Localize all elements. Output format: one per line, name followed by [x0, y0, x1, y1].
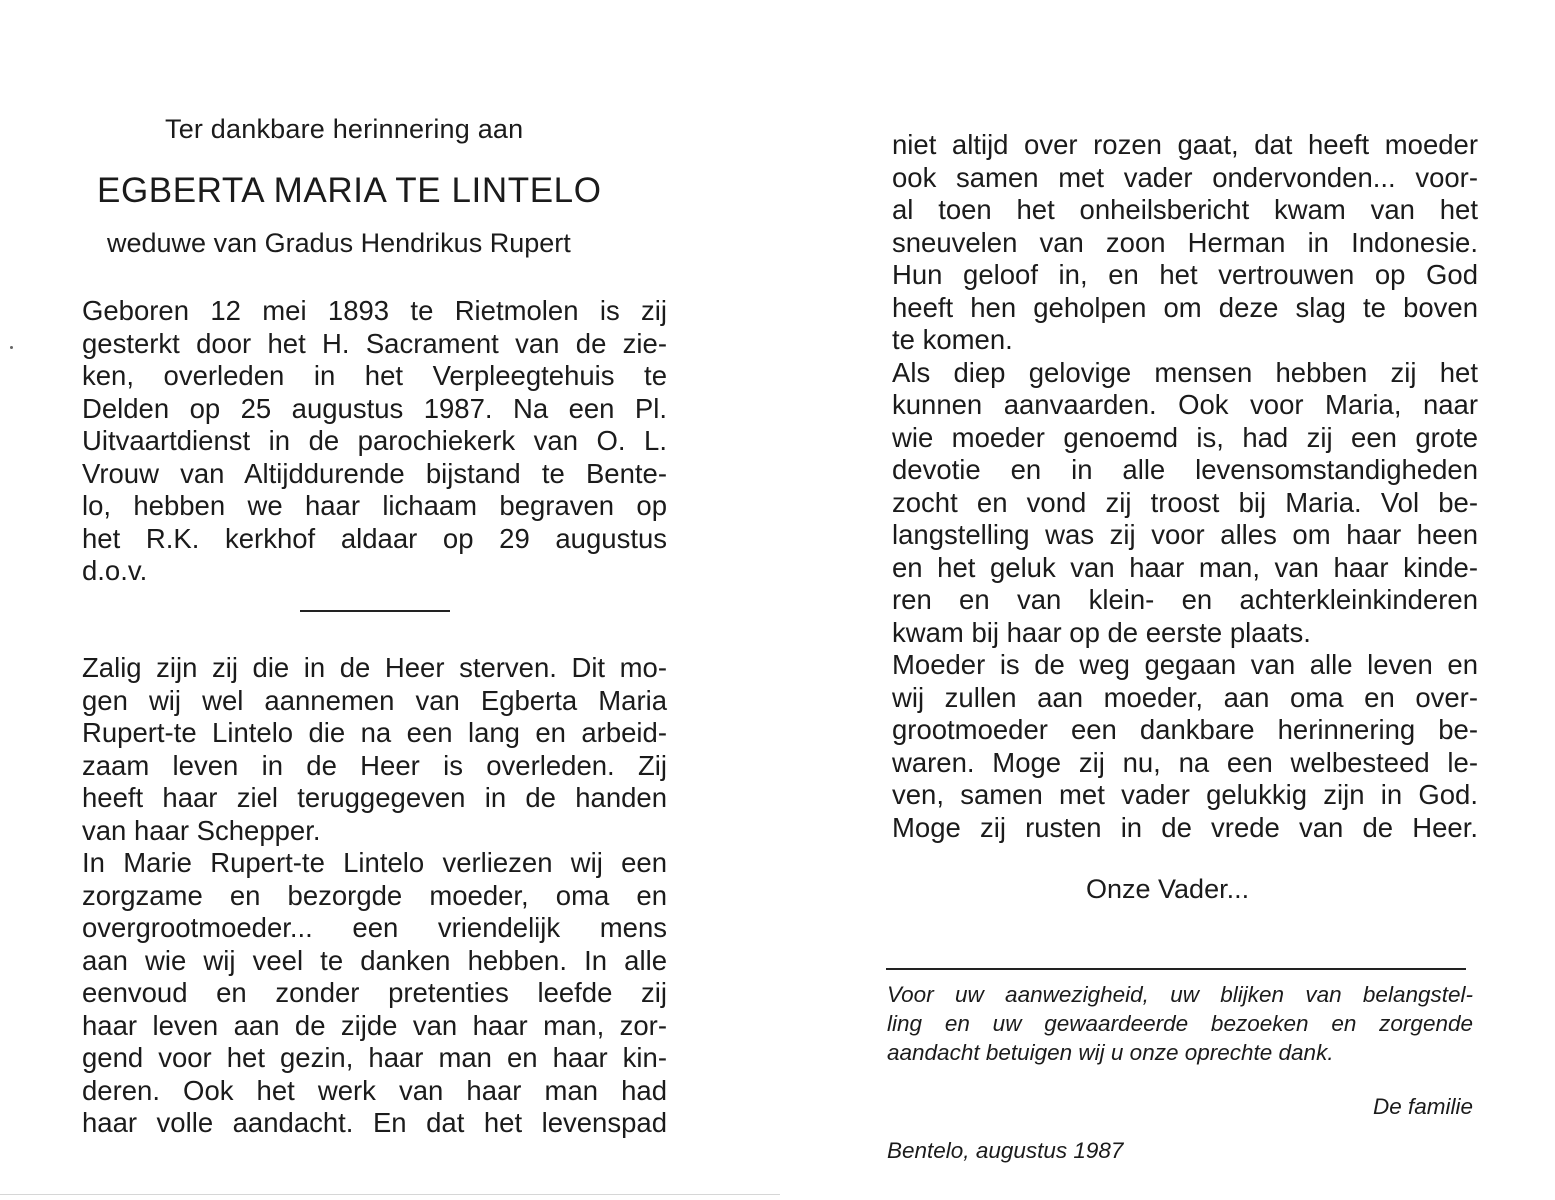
- continuation-line: ven, samen met vader gelukkig zijn in God.: [892, 779, 1478, 810]
- bio-line: Vrouw van Altijddurende bijstand te Bente-: [82, 457, 667, 489]
- thanks-line: ling en uw gewaardeerde bezoeken en zorgende: [887, 1011, 1473, 1036]
- prayer-line: Onze Vader...: [1086, 874, 1250, 904]
- continuation-line: al toen het onheilsbericht kwam van het: [892, 194, 1478, 225]
- bio-line: ken, overleden in het Verpleegtehuis te: [82, 360, 667, 391]
- continuation-line: ook samen met vader ondervonden... voor-: [892, 161, 1478, 193]
- tribute-line: zorgzame en bezorgde moeder, oma en: [82, 879, 667, 911]
- bio-line: gesterkt door het H. Sacrament van de zie-: [82, 327, 667, 359]
- tribute-line: zaam leven in de Heer is overleden. Zij: [82, 749, 667, 781]
- continuation-line: wij zullen aan moeder, aan oma en over-: [892, 681, 1478, 713]
- deceased-name: EGBERTA MARIA TE LINTELO: [97, 171, 602, 210]
- continuation-line: grootmoeder een dankbare herinnering be-: [892, 714, 1478, 745]
- continuation-line: en het geluk van haar man, van haar kinde-: [892, 551, 1478, 583]
- widow-of-line: weduwe van Gradus Hendrikus Rupert: [107, 228, 571, 258]
- continuation-line: waren. Moge zij nu, na een welbesteed le-: [892, 746, 1478, 778]
- tribute-line: gen wij wel aannemen van Egberta Maria: [82, 684, 667, 716]
- tribute-paragraph: [82, 652, 667, 1140]
- bio-line: Geboren 12 mei 1893 te Rietmolen is zij: [82, 295, 667, 326]
- tribute-line: Rupert-te Lintelo die na een lang en arbeid-: [82, 717, 667, 748]
- bio-line: d.o.v.: [82, 555, 148, 586]
- thanks-line: aandacht betuigen wij u onze oprechte dank.: [887, 1040, 1334, 1065]
- bio-line: het R.K. kerkhof aldaar op 29 augustus: [82, 522, 667, 554]
- tribute-line: deren. Ook het werk van haar man had: [82, 1074, 667, 1106]
- thanks-line: Voor uw aanwezigheid, uw blijken van belangstel-: [887, 982, 1473, 1007]
- bio-paragraph: [82, 295, 667, 588]
- continuation-line: sneuvelen van zoon Herman in Indonesie.: [892, 226, 1478, 258]
- continuation-line: devotie en in alle levensomstandigheden: [892, 454, 1478, 485]
- continuation-line: kwam bij haar op de eerste plaats.: [892, 616, 1311, 648]
- tribute-line: In Marie Rupert-te Lintelo verliezen wij een: [82, 847, 667, 878]
- continuation-line: Moge zij rusten in de vrede van de Heer.: [892, 811, 1478, 843]
- section-divider: [300, 610, 450, 612]
- continuation-line: kunnen aanvaarden. Ook voor Maria, naar: [892, 389, 1478, 420]
- continuation-line: heeft hen geholpen om deze slag te boven: [892, 291, 1478, 323]
- continuation-line: Hun geloof in, en het vertrouwen op God: [892, 259, 1478, 290]
- tribute-line: haar volle aandacht. En dat het levenspad: [82, 1107, 667, 1138]
- continuation-line: te komen.: [892, 324, 1013, 355]
- tribute-line: gend voor het gezin, haar man en haar kin-: [82, 1042, 667, 1073]
- intro-line: Ter dankbare herinnering aan: [165, 114, 524, 144]
- tribute-line: aan wie wij veel te danken hebben. In alle: [82, 944, 667, 976]
- continuation-line: Moeder is de weg gegaan van alle leven en: [892, 649, 1478, 680]
- thanks-paragraph: [887, 980, 1473, 1067]
- bio-line: Delden op 25 augustus 1987. Na een Pl.: [82, 392, 667, 424]
- family-signature: De familie: [1372, 1094, 1473, 1119]
- bio-line: Uitvaartdienst in de parochiekerk van O. L.: [82, 425, 667, 456]
- thanks-divider: [886, 968, 1466, 970]
- continuation-paragraph: [892, 129, 1478, 844]
- continuation-line: Als diep gelovige mensen hebben zij het: [892, 356, 1478, 388]
- continuation-line: ren en van klein- en achterkleinkinderen: [892, 584, 1478, 615]
- continuation-line: langstelling was zij voor alles om haar heen: [892, 519, 1478, 550]
- bio-line: lo, hebben we haar lichaam begraven op: [82, 490, 667, 521]
- tribute-line: eenvoud en zonder pretenties leefde zij: [82, 977, 667, 1008]
- continuation-line: wie moeder genoemd is, had zij een grote: [892, 421, 1478, 453]
- tribute-line: overgrootmoeder... een vriendelijk mens: [82, 912, 667, 943]
- punch-hole-mark: [10, 346, 13, 349]
- tribute-line: haar leven aan de zijde van haar man, zor-: [82, 1009, 667, 1041]
- tribute-line: heeft haar ziel teruggegeven in de handen: [82, 782, 667, 813]
- place-date: Bentelo, augustus 1987: [887, 1138, 1124, 1163]
- continuation-line: zocht en vond zij troost bij Maria. Vol be-: [892, 486, 1478, 518]
- tribute-line: Zalig zijn zij die in de Heer sterven. Dit mo-: [82, 652, 667, 683]
- card-bottom-edge: [0, 1194, 780, 1195]
- continuation-line: niet altijd over rozen gaat, dat heeft moeder: [892, 129, 1478, 160]
- tribute-line: van haar Schepper.: [82, 814, 321, 846]
